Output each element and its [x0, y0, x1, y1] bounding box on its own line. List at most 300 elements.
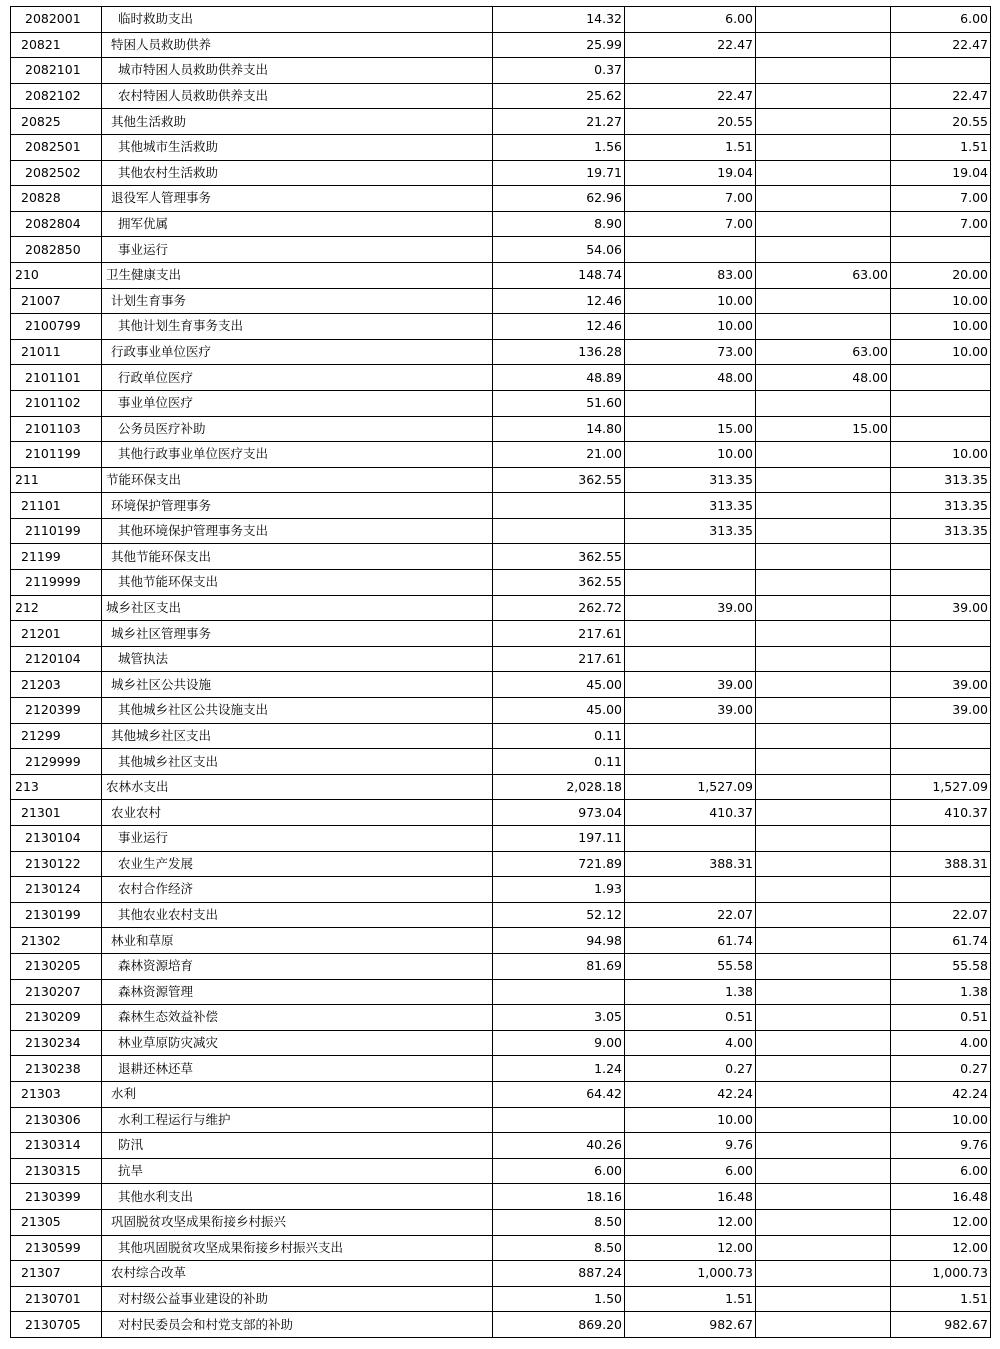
- row-name: 农业生产发展: [102, 851, 493, 877]
- row-name: 特困人员救助供养: [102, 32, 493, 58]
- row-value-2: [625, 826, 756, 852]
- row-value-4: 9.76: [891, 1133, 991, 1159]
- row-value-2: 61.74: [625, 928, 756, 954]
- row-value-4: 1,527.09: [891, 774, 991, 800]
- row-value-2: 22.47: [625, 32, 756, 58]
- row-value-4: 39.00: [891, 698, 991, 724]
- row-value-4: [891, 723, 991, 749]
- row-value-4: [891, 877, 991, 903]
- row-value-4: 6.00: [891, 7, 991, 33]
- row-value-3: [756, 826, 891, 852]
- table-row: [11, 237, 991, 263]
- row-name: 其他生活救助: [102, 109, 493, 135]
- row-name: 森林资源培育: [102, 953, 493, 979]
- row-value-4: 16.48: [891, 1184, 991, 1210]
- row-value-2: 1,527.09: [625, 774, 756, 800]
- row-value-3: [756, 493, 891, 519]
- table-row: [11, 518, 991, 544]
- row-value-3: [756, 390, 891, 416]
- row-value-4: [891, 749, 991, 775]
- row-value-4: 55.58: [891, 953, 991, 979]
- row-value-2: [625, 390, 756, 416]
- table-row: [11, 83, 991, 109]
- table-row: [11, 953, 991, 979]
- row-name: 事业运行: [102, 826, 493, 852]
- table-row: [11, 339, 991, 365]
- row-value-1: 1.93: [493, 877, 625, 903]
- row-value-3: [756, 1312, 891, 1338]
- row-code: 2130104: [11, 826, 102, 852]
- row-name: 城乡社区管理事务: [102, 621, 493, 647]
- row-value-2: 73.00: [625, 339, 756, 365]
- table-row: [11, 288, 991, 314]
- row-code: 2130705: [11, 1312, 102, 1338]
- row-value-2: 313.35: [625, 518, 756, 544]
- row-name: 事业运行: [102, 237, 493, 263]
- row-value-4: [891, 826, 991, 852]
- row-value-2: 10.00: [625, 288, 756, 314]
- row-value-1: 6.00: [493, 1158, 625, 1184]
- row-value-1: 217.61: [493, 621, 625, 647]
- row-name: 行政单位医疗: [102, 365, 493, 391]
- row-value-4: 22.47: [891, 32, 991, 58]
- row-value-3: [756, 211, 891, 237]
- row-code: 21305: [11, 1209, 102, 1235]
- row-value-1: 1.50: [493, 1286, 625, 1312]
- row-value-2: [625, 58, 756, 84]
- row-value-2: 1.38: [625, 979, 756, 1005]
- row-value-2: 12.00: [625, 1235, 756, 1261]
- row-name: 防汛: [102, 1133, 493, 1159]
- row-value-1: 721.89: [493, 851, 625, 877]
- row-value-4: 1.51: [891, 1286, 991, 1312]
- row-value-1: 9.00: [493, 1030, 625, 1056]
- row-value-3: [756, 1286, 891, 1312]
- row-code: 2119999: [11, 570, 102, 596]
- row-name: 其他计划生育事务支出: [102, 314, 493, 340]
- row-name: 其他城市生活救助: [102, 134, 493, 160]
- row-value-2: 10.00: [625, 1107, 756, 1133]
- row-value-2: 982.67: [625, 1312, 756, 1338]
- table-row: [11, 365, 991, 391]
- budget-table: [10, 6, 991, 1338]
- table-row: [11, 1158, 991, 1184]
- row-value-4: 1,000.73: [891, 1261, 991, 1287]
- row-code: 21303: [11, 1081, 102, 1107]
- row-name: 行政事业单位医疗: [102, 339, 493, 365]
- row-name: 林业和草原: [102, 928, 493, 954]
- row-name: 其他水利支出: [102, 1184, 493, 1210]
- row-value-3: [756, 979, 891, 1005]
- row-value-1: 54.06: [493, 237, 625, 263]
- row-value-4: 61.74: [891, 928, 991, 954]
- row-value-1: 12.46: [493, 288, 625, 314]
- row-value-1: [493, 979, 625, 1005]
- row-value-4: 0.27: [891, 1056, 991, 1082]
- row-code: 21201: [11, 621, 102, 647]
- row-value-3: [756, 160, 891, 186]
- row-value-3: [756, 570, 891, 596]
- row-value-3: [756, 800, 891, 826]
- row-name: 其他巩固脱贫攻坚成果衔接乡村振兴支出: [102, 1235, 493, 1261]
- row-value-2: [625, 544, 756, 570]
- table-row: [11, 826, 991, 852]
- row-value-3: [756, 518, 891, 544]
- row-value-1: 14.32: [493, 7, 625, 33]
- row-value-3: [756, 1133, 891, 1159]
- row-value-2: 313.35: [625, 493, 756, 519]
- table-row: [11, 1081, 991, 1107]
- row-name: 拥军优属: [102, 211, 493, 237]
- row-name: 退耕还林还草: [102, 1056, 493, 1082]
- table-row: [11, 928, 991, 954]
- row-value-4: 10.00: [891, 314, 991, 340]
- row-value-2: [625, 570, 756, 596]
- row-value-2: 39.00: [625, 595, 756, 621]
- row-name: 退役军人管理事务: [102, 186, 493, 212]
- row-code: 2101101: [11, 365, 102, 391]
- row-value-3: [756, 851, 891, 877]
- table-row: [11, 621, 991, 647]
- row-code: 21302: [11, 928, 102, 954]
- row-value-3: [756, 1081, 891, 1107]
- row-code: 20821: [11, 32, 102, 58]
- row-name: 农村合作经济: [102, 877, 493, 903]
- row-value-3: [756, 109, 891, 135]
- row-value-4: 39.00: [891, 672, 991, 698]
- row-name: 环境保护管理事务: [102, 493, 493, 519]
- row-value-1: 197.11: [493, 826, 625, 852]
- table-row: [11, 1133, 991, 1159]
- row-code: 2101103: [11, 416, 102, 442]
- row-value-2: 12.00: [625, 1209, 756, 1235]
- row-code: 2130399: [11, 1184, 102, 1210]
- row-value-1: 19.71: [493, 160, 625, 186]
- row-value-2: 22.07: [625, 902, 756, 928]
- row-value-1: 869.20: [493, 1312, 625, 1338]
- table-row: [11, 646, 991, 672]
- row-name: 其他农业农村支出: [102, 902, 493, 928]
- row-value-1: 136.28: [493, 339, 625, 365]
- row-code: 21307: [11, 1261, 102, 1287]
- row-name: 公务员医疗补助: [102, 416, 493, 442]
- row-value-4: 10.00: [891, 1107, 991, 1133]
- table-row: [11, 1056, 991, 1082]
- row-value-4: [891, 58, 991, 84]
- row-code: 2130314: [11, 1133, 102, 1159]
- table-row: [11, 7, 991, 33]
- row-code: 2082502: [11, 160, 102, 186]
- row-value-1: 1.24: [493, 1056, 625, 1082]
- row-name: 其他节能环保支出: [102, 570, 493, 596]
- row-value-2: 1,000.73: [625, 1261, 756, 1287]
- row-value-3: [756, 621, 891, 647]
- row-value-1: 40.26: [493, 1133, 625, 1159]
- row-value-3: [756, 237, 891, 263]
- row-value-2: [625, 646, 756, 672]
- table-row: [11, 800, 991, 826]
- row-code: 210: [11, 262, 102, 288]
- row-value-4: [891, 365, 991, 391]
- row-name: 其他节能环保支出: [102, 544, 493, 570]
- row-value-2: 48.00: [625, 365, 756, 391]
- row-value-4: [891, 621, 991, 647]
- row-value-3: [756, 774, 891, 800]
- row-value-1: 3.05: [493, 1005, 625, 1031]
- row-code: 2082001: [11, 7, 102, 33]
- row-value-1: 217.61: [493, 646, 625, 672]
- row-value-1: 94.98: [493, 928, 625, 954]
- row-name: 其他环境保护管理事务支出: [102, 518, 493, 544]
- row-value-1: 8.90: [493, 211, 625, 237]
- row-code: 21101: [11, 493, 102, 519]
- row-value-3: [756, 442, 891, 468]
- table-row: [11, 314, 991, 340]
- row-value-2: 7.00: [625, 211, 756, 237]
- row-value-3: [756, 83, 891, 109]
- row-value-2: 16.48: [625, 1184, 756, 1210]
- row-value-1: [493, 493, 625, 519]
- row-value-2: 15.00: [625, 416, 756, 442]
- row-value-4: 42.24: [891, 1081, 991, 1107]
- row-value-4: 12.00: [891, 1209, 991, 1235]
- row-value-4: [891, 646, 991, 672]
- row-value-1: 52.12: [493, 902, 625, 928]
- row-value-1: 0.11: [493, 723, 625, 749]
- row-value-4: 1.38: [891, 979, 991, 1005]
- row-code: 21299: [11, 723, 102, 749]
- row-name: 城乡社区公共设施: [102, 672, 493, 698]
- row-value-4: [891, 390, 991, 416]
- row-value-2: 0.51: [625, 1005, 756, 1031]
- row-code: 2082804: [11, 211, 102, 237]
- row-value-4: 982.67: [891, 1312, 991, 1338]
- table-row: [11, 979, 991, 1005]
- row-value-3: [756, 1209, 891, 1235]
- row-value-2: 388.31: [625, 851, 756, 877]
- table-row: [11, 1286, 991, 1312]
- row-name: 城市特困人员救助供养支出: [102, 58, 493, 84]
- row-value-3: [756, 467, 891, 493]
- row-name: 其他农村生活救助: [102, 160, 493, 186]
- table-row: [11, 160, 991, 186]
- row-value-4: 22.07: [891, 902, 991, 928]
- row-value-4: 388.31: [891, 851, 991, 877]
- row-value-4: 7.00: [891, 186, 991, 212]
- row-value-3: [756, 1005, 891, 1031]
- row-code: 20828: [11, 186, 102, 212]
- row-name: 抗旱: [102, 1158, 493, 1184]
- row-value-4: 39.00: [891, 595, 991, 621]
- row-name: 林业草原防灾减灾: [102, 1030, 493, 1056]
- table-row: [11, 749, 991, 775]
- row-value-3: [756, 1158, 891, 1184]
- row-value-2: 83.00: [625, 262, 756, 288]
- row-value-2: 1.51: [625, 134, 756, 160]
- table-row: [11, 467, 991, 493]
- row-value-3: [756, 749, 891, 775]
- table-row: [11, 1261, 991, 1287]
- row-value-2: 6.00: [625, 7, 756, 33]
- row-value-1: 21.00: [493, 442, 625, 468]
- row-code: 2130315: [11, 1158, 102, 1184]
- row-value-3: 48.00: [756, 365, 891, 391]
- row-value-3: [756, 877, 891, 903]
- row-name: 临时救助支出: [102, 7, 493, 33]
- row-value-3: 15.00: [756, 416, 891, 442]
- row-code: 21199: [11, 544, 102, 570]
- table-row: [11, 877, 991, 903]
- table-row: [11, 723, 991, 749]
- row-value-1: 0.37: [493, 58, 625, 84]
- row-value-1: 12.46: [493, 314, 625, 340]
- row-value-3: [756, 723, 891, 749]
- row-name: 森林资源管理: [102, 979, 493, 1005]
- row-name: 事业单位医疗: [102, 390, 493, 416]
- row-value-1: 18.16: [493, 1184, 625, 1210]
- row-value-4: [891, 237, 991, 263]
- row-value-3: [756, 1056, 891, 1082]
- table-row: [11, 595, 991, 621]
- row-value-2: [625, 621, 756, 647]
- table-row: [11, 32, 991, 58]
- row-value-4: 10.00: [891, 339, 991, 365]
- row-value-3: [756, 902, 891, 928]
- row-value-2: 22.47: [625, 83, 756, 109]
- table-row: [11, 493, 991, 519]
- row-name: 其他行政事业单位医疗支出: [102, 442, 493, 468]
- row-name: 计划生育事务: [102, 288, 493, 314]
- row-value-3: [756, 928, 891, 954]
- row-value-1: 25.99: [493, 32, 625, 58]
- row-name: 农林水支出: [102, 774, 493, 800]
- row-value-3: 63.00: [756, 262, 891, 288]
- row-value-3: [756, 314, 891, 340]
- row-value-1: 362.55: [493, 570, 625, 596]
- row-value-4: 1.51: [891, 134, 991, 160]
- row-code: 21203: [11, 672, 102, 698]
- row-value-4: 313.35: [891, 493, 991, 519]
- row-code: 2129999: [11, 749, 102, 775]
- row-value-2: 39.00: [625, 698, 756, 724]
- row-value-2: 0.27: [625, 1056, 756, 1082]
- row-name: 农业农村: [102, 800, 493, 826]
- row-value-3: [756, 1261, 891, 1287]
- row-value-1: 14.80: [493, 416, 625, 442]
- row-value-2: 1.51: [625, 1286, 756, 1312]
- row-value-1: 81.69: [493, 953, 625, 979]
- row-value-1: 362.55: [493, 467, 625, 493]
- row-name: 城管执法: [102, 646, 493, 672]
- table-row: [11, 134, 991, 160]
- row-value-1: 887.24: [493, 1261, 625, 1287]
- row-name: 森林生态效益补偿: [102, 1005, 493, 1031]
- row-value-2: 313.35: [625, 467, 756, 493]
- table-row: [11, 544, 991, 570]
- row-value-1: 51.60: [493, 390, 625, 416]
- row-value-4: 20.55: [891, 109, 991, 135]
- row-code: 2130599: [11, 1235, 102, 1261]
- row-value-2: 6.00: [625, 1158, 756, 1184]
- row-value-1: 45.00: [493, 672, 625, 698]
- row-value-3: [756, 134, 891, 160]
- table-row: [11, 1184, 991, 1210]
- row-value-1: 2,028.18: [493, 774, 625, 800]
- row-name: 节能环保支出: [102, 467, 493, 493]
- row-value-2: [625, 877, 756, 903]
- budget-table-body: [11, 7, 991, 1338]
- row-name: 水利: [102, 1081, 493, 1107]
- row-value-3: [756, 646, 891, 672]
- row-value-2: [625, 749, 756, 775]
- row-value-4: 313.35: [891, 518, 991, 544]
- row-value-2: 410.37: [625, 800, 756, 826]
- row-value-1: 62.96: [493, 186, 625, 212]
- row-code: 2120104: [11, 646, 102, 672]
- row-value-4: 12.00: [891, 1235, 991, 1261]
- row-code: 211: [11, 467, 102, 493]
- row-name: 城乡社区支出: [102, 595, 493, 621]
- row-value-2: 9.76: [625, 1133, 756, 1159]
- row-value-1: 64.42: [493, 1081, 625, 1107]
- row-value-1: 48.89: [493, 365, 625, 391]
- row-value-1: [493, 1107, 625, 1133]
- row-code: 21301: [11, 800, 102, 826]
- row-value-1: 148.74: [493, 262, 625, 288]
- table-row: [11, 58, 991, 84]
- row-value-1: 362.55: [493, 544, 625, 570]
- row-value-1: 25.62: [493, 83, 625, 109]
- row-code: 2130209: [11, 1005, 102, 1031]
- row-value-1: 45.00: [493, 698, 625, 724]
- table-row: [11, 672, 991, 698]
- row-name: 巩固脱贫攻坚成果衔接乡村振兴: [102, 1209, 493, 1235]
- table-row: [11, 109, 991, 135]
- row-value-2: [625, 723, 756, 749]
- row-value-1: 8.50: [493, 1209, 625, 1235]
- row-code: 2130238: [11, 1056, 102, 1082]
- row-code: 2130701: [11, 1286, 102, 1312]
- row-value-4: 0.51: [891, 1005, 991, 1031]
- table-row: [11, 390, 991, 416]
- row-value-2: [625, 237, 756, 263]
- row-value-3: [756, 1107, 891, 1133]
- table-row: [11, 851, 991, 877]
- row-value-3: [756, 672, 891, 698]
- row-value-4: [891, 416, 991, 442]
- row-value-4: [891, 544, 991, 570]
- row-value-2: 19.04: [625, 160, 756, 186]
- row-name: 对村级公益事业建设的补助: [102, 1286, 493, 1312]
- table-row: [11, 1030, 991, 1056]
- row-code: 2130207: [11, 979, 102, 1005]
- table-row: [11, 1235, 991, 1261]
- row-value-1: 973.04: [493, 800, 625, 826]
- row-name: 农村综合改革: [102, 1261, 493, 1287]
- row-value-2: 10.00: [625, 442, 756, 468]
- table-row: [11, 211, 991, 237]
- table-row: [11, 186, 991, 212]
- row-value-4: 7.00: [891, 211, 991, 237]
- row-value-1: 8.50: [493, 1235, 625, 1261]
- row-value-2: 7.00: [625, 186, 756, 212]
- row-value-3: [756, 58, 891, 84]
- table-row: [11, 570, 991, 596]
- row-name: 卫生健康支出: [102, 262, 493, 288]
- row-value-4: 10.00: [891, 288, 991, 314]
- row-value-4: 20.00: [891, 262, 991, 288]
- table-row: [11, 442, 991, 468]
